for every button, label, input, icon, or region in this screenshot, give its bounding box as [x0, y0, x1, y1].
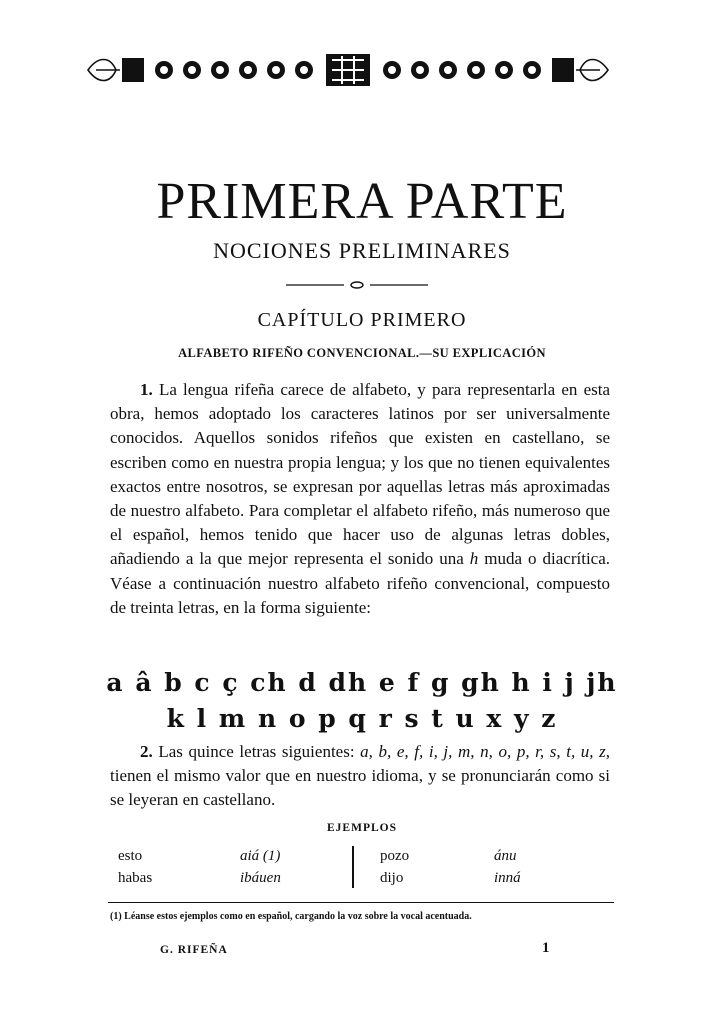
paragraph-text: La lengua rifeña carece de alfabeto, y para representarla en esta obra, hemos adoptado los caracteres latinos por ser universalmente conocidos. Aquellos sonidos rifeños que existen en castellano, se escriben como en nuestra propia lengua; y los que no tienen equivalentes exactos entre nosotros, se expresan por aquellas letras más aproximadas de nuestro alfabeto. Para completar el alfabeto rifeño, más numeroso que el español, hemos tenido que hacer uso de algunas letras dobles, añadiendo a la que mejor representa el sonido una — [110, 380, 611, 569]
example-spanish: habas — [118, 870, 153, 886]
paragraph-text-after: muda o diacrítica. Véase a continuación nuestro alfabeto rifeño convencional, compuesto de treinta letras, en la forma siguiente: — [110, 549, 611, 617]
paragraph-number: 2. — [140, 742, 153, 761]
decorative-rule — [282, 280, 432, 290]
example-spanish: pozo — [380, 848, 410, 864]
example-spanish: dijo — [380, 870, 404, 886]
paragraph-text: Las quince letras siguientes: — [158, 742, 355, 761]
signature-mark: G. RIFEÑA — [160, 944, 228, 956]
italic-letter: h — [469, 549, 479, 569]
page-subtitle: NOCIONES PRELIMINARES — [213, 238, 511, 263]
alphabet-line-2: k l m n o p q r s t u x y z — [166, 704, 558, 733]
chapter-heading: CAPÍTULO PRIMERO — [257, 309, 467, 331]
ornamental-header-band — [86, 48, 610, 92]
example-rifeno: ibáuen — [240, 870, 281, 886]
paragraph-text-after: tienen el mismo valor que en nuestro idioma, y se pronunciarán como si se leyeran en castellano. — [110, 766, 610, 810]
example-rifeno: inná — [494, 870, 521, 886]
paragraph-1 — [110, 378, 610, 620]
example-rifeno: aiá (1) — [240, 848, 281, 864]
examples-heading: EJEMPLOS — [327, 822, 397, 834]
letters-list: a, b, e, f, i, j, m, n, o, p, r, s, t, u, z, — [360, 742, 611, 761]
example-spanish: esto — [118, 848, 143, 864]
example-rifeno: ánu — [494, 848, 517, 864]
paragraph-number: 1. — [140, 380, 153, 399]
paragraph-2 — [110, 740, 610, 813]
footnote: (1) Léanse estos ejemplos como en español, cargando la voz sobre la vocal acentuada. — [110, 911, 472, 922]
page-title: PRIMERA PARTE — [156, 173, 568, 230]
footnote-rule — [108, 902, 614, 903]
page-number: 1 — [542, 940, 550, 956]
section-heading: ALFABETO RIFEÑO CONVENCIONAL.—SU EXPLICACIÓN — [178, 346, 546, 360]
examples-divider — [352, 846, 354, 888]
alphabet-line-1: a â b c ç ch d dh e f g gh h i j jh — [106, 668, 618, 697]
